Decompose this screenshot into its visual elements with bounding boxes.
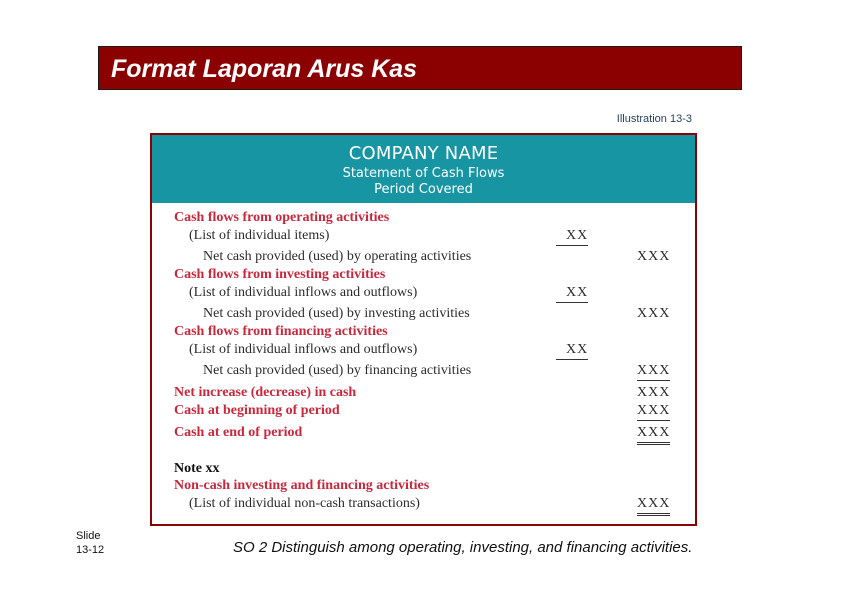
line-label: Cash at end of period [174, 425, 303, 440]
footer-objective: SO 2 Distinguish among operating, investing, and financing activities. [233, 539, 693, 556]
slide-label: Slide [76, 530, 101, 542]
statement-line [152, 461, 695, 478]
line-label: Non-cash investing and financing activities [174, 478, 430, 493]
illustration-label: Illustration 13-3 [616, 113, 692, 125]
line-label: Cash flows from financing activities [174, 324, 388, 339]
amount-subtotal: XX [556, 228, 588, 246]
line-label: Note xx [174, 461, 220, 476]
statement-line [152, 496, 695, 513]
line-label: (List of individual non-cash transactions) [189, 496, 420, 511]
amount-subtotal: XX [556, 285, 588, 303]
statement-panel [150, 133, 697, 526]
statement-line [152, 285, 695, 302]
amount-total: XXX [637, 249, 671, 264]
line-label: Cash flows from investing activities [174, 267, 386, 282]
slide-title: Format Laporan Arus Kas [111, 55, 418, 83]
amount-total: XXX [637, 385, 671, 400]
amount-total: XXX [637, 403, 670, 421]
statement-line [152, 363, 695, 380]
statement-line [152, 425, 695, 442]
slide-title-bar [98, 46, 742, 90]
line-label: Net increase (decrease) in cash [174, 385, 357, 400]
slide-number: 13-12 [76, 544, 105, 556]
amount-total: XXX [637, 496, 670, 516]
statement-line [152, 249, 695, 266]
statement-line [152, 385, 695, 402]
amount-total: XXX [637, 425, 670, 445]
statement-line [152, 478, 695, 495]
statement-title: Statement of Cash Flows [342, 166, 505, 181]
line-label: Cash flows from operating activities [174, 210, 390, 225]
statement-line [152, 267, 695, 284]
line-label: (List of individual items) [189, 228, 330, 243]
company-name: COMPANY NAME [348, 143, 499, 164]
line-label: Net cash provided (used) by financing activities [203, 363, 472, 378]
line-label: (List of individual inflows and outflows) [189, 342, 418, 357]
line-label: Cash at beginning of period [174, 403, 340, 418]
line-label: (List of individual inflows and outflows) [189, 285, 418, 300]
period-covered: Period Covered [374, 182, 473, 197]
slide-number-block [76, 529, 104, 557]
statement-line [152, 324, 695, 341]
statement-line [152, 210, 695, 227]
statement-header [152, 135, 695, 203]
amount-total: XXX [637, 363, 670, 381]
line-label: Net cash provided (used) by operating activities [203, 249, 472, 264]
statement-line [152, 228, 695, 245]
statement-line [152, 342, 695, 359]
statement-line [152, 306, 695, 323]
amount-subtotal: XX [556, 342, 588, 360]
statement-line [152, 403, 695, 420]
amount-total: XXX [637, 306, 671, 321]
line-label: Net cash provided (used) by investing activities [203, 306, 470, 321]
